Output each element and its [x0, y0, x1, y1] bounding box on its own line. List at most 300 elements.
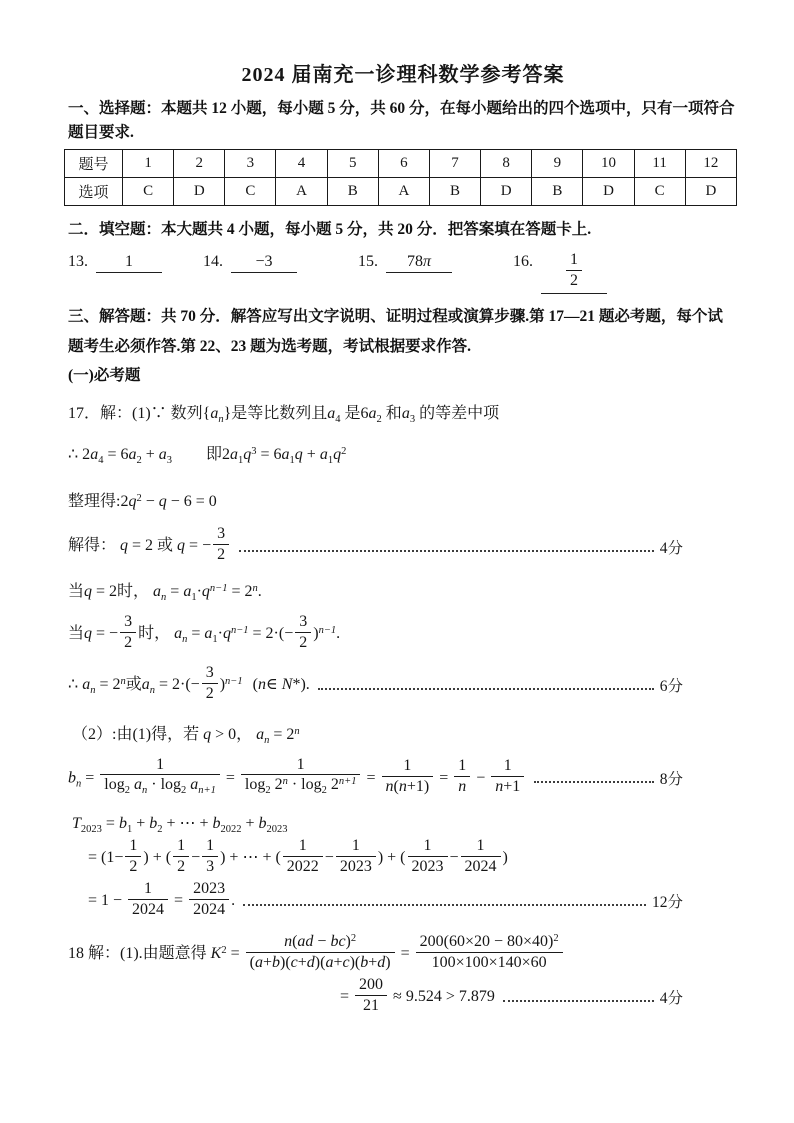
fill-blank-item [513, 250, 738, 294]
text-run: + [262, 953, 272, 971]
math-sub: 2 [265, 785, 271, 797]
text-run: ∴ [68, 675, 83, 693]
text-run: 1 [206, 837, 215, 855]
fraction-denominator [283, 857, 323, 876]
math-var: a [82, 675, 91, 693]
math-var: bc [330, 932, 346, 950]
text-run: + [333, 953, 343, 971]
text-run: > 0， [211, 725, 257, 743]
fraction-denominator [125, 857, 141, 876]
fraction-numerator [454, 757, 470, 777]
text-run: 2024 [464, 858, 497, 876]
fraction [202, 664, 218, 703]
answer-choice-cell: D [685, 178, 736, 206]
fraction-numerator [213, 525, 229, 545]
text-run: = [187, 624, 205, 642]
text-run: 1 [476, 837, 485, 855]
question-number-cell: 3 [225, 150, 276, 178]
math-var: a [204, 624, 213, 642]
text-run: = 2时， [92, 582, 154, 600]
text-run: . [231, 892, 236, 910]
math-var: N [281, 675, 293, 693]
text-run: +1) [406, 777, 430, 795]
text-run: 2 [124, 633, 133, 651]
text-run: 即2 [206, 446, 231, 464]
text-run: ∴ 2 [68, 446, 91, 464]
text-run: 2024 [193, 900, 226, 918]
math-sub: n [141, 785, 148, 797]
text-run: = 2 [227, 582, 253, 600]
math-var: c [342, 953, 350, 971]
math-sub: 1 [191, 591, 197, 603]
text-run: 3 [299, 612, 308, 630]
score-label: 6分 [659, 678, 683, 696]
math-var: a [210, 405, 219, 423]
text-run: · [196, 582, 202, 600]
fraction-numerator [408, 837, 448, 857]
text-run: 200 [359, 975, 384, 993]
text-run: = [166, 582, 184, 600]
formula [88, 839, 508, 878]
fraction [461, 837, 501, 876]
fraction-numerator [173, 837, 189, 857]
blank-value [96, 253, 162, 273]
math-var: q [222, 624, 231, 642]
math-var: a [90, 446, 99, 464]
text-run: 1 [129, 837, 138, 855]
math-var: d [306, 953, 315, 971]
dotted-leader [243, 904, 646, 906]
math-var: b [149, 815, 158, 833]
math-var: q [84, 582, 93, 600]
math-sub: 2 [136, 455, 142, 467]
text-run: − [324, 849, 334, 867]
text-run: − 6 = 0 [166, 493, 217, 511]
math-sub: 2 [124, 785, 130, 797]
answer-blank [231, 253, 297, 273]
blank-value [386, 253, 452, 273]
formula [68, 441, 346, 466]
text-run: = (1− [88, 849, 124, 867]
text-run: = [396, 944, 414, 962]
fraction-denominator [246, 953, 395, 972]
text-run: = 6 [103, 446, 129, 464]
math-var: a [190, 776, 199, 794]
text-run: 2 [326, 776, 339, 794]
math-var: d [377, 953, 386, 971]
text-run: 2 [270, 776, 283, 794]
math-var: n [385, 777, 394, 795]
answer-choice-cell: C [225, 178, 276, 206]
math-line-17-solve-q [68, 527, 683, 566]
text-run: + [302, 446, 320, 464]
answer-choice-cell: D [174, 178, 225, 206]
fraction-numerator [241, 756, 361, 776]
math-var: π [422, 252, 431, 270]
text-run: 1 [144, 880, 153, 897]
formula [68, 400, 499, 425]
fraction [295, 613, 311, 652]
fraction [491, 757, 524, 796]
fraction-denominator [173, 857, 189, 876]
fraction-numerator [125, 837, 141, 857]
math-var: b [212, 815, 221, 833]
blank-label: 16. [513, 252, 533, 270]
math-var: q [128, 493, 137, 511]
fraction-numerator [120, 613, 136, 633]
text-run: = − [185, 537, 212, 555]
fraction-numerator [202, 664, 218, 684]
math-line-17-general-term [68, 663, 683, 705]
question-number-cell: 1 [123, 150, 174, 178]
formula [68, 663, 310, 705]
math-sub: n [76, 778, 82, 790]
fraction [213, 525, 229, 564]
answer-choice-cell: D [481, 178, 532, 206]
math-var: a [174, 624, 183, 642]
text-run: 时， [138, 624, 175, 642]
fraction-denominator [355, 996, 387, 1015]
formula [68, 755, 526, 800]
math-var: T [72, 815, 81, 833]
text-run: − [472, 769, 490, 787]
math-var: a [319, 446, 328, 464]
answer-choice-cell: A [378, 178, 429, 206]
text-run: = [170, 892, 188, 910]
fraction [283, 837, 323, 876]
text-run: 的等差中项 [415, 405, 500, 423]
fraction [355, 976, 387, 1015]
text-run: +1 [503, 777, 521, 795]
text-run: 2 [217, 546, 226, 563]
text-run: − [141, 493, 159, 511]
text-run: ( [252, 675, 258, 693]
math-sup: 3 [251, 446, 257, 458]
math-var: a [158, 446, 167, 464]
math-sub: 1 [327, 455, 334, 467]
math-sup: n [252, 582, 258, 594]
math-sup: n [282, 776, 288, 788]
text-run: 17．解：(1)∵ 数列{ [68, 405, 211, 423]
text-run: 和 [381, 405, 402, 423]
math-var: a [325, 953, 334, 971]
fraction [336, 837, 376, 876]
fraction-denominator [202, 684, 218, 703]
math-line-17-bn [68, 755, 683, 800]
answer-blank [386, 253, 452, 273]
fraction-denominator [120, 633, 136, 652]
text-run: 1 [177, 837, 186, 855]
text-run: 3 [205, 663, 214, 681]
math-var: a [401, 405, 410, 423]
math-var: q [177, 537, 186, 555]
fill-section-heading: 二．填空题：本大题共 4 小题，每小题 5 分，共 20 分．把答案填在答题卡上. [68, 221, 592, 239]
text-run: 2023 [339, 858, 372, 876]
math-var: c [290, 953, 298, 971]
text-run: ) + ⋯ + ( [220, 849, 281, 867]
text-run: 2 [299, 633, 308, 651]
fraction-numerator [566, 251, 582, 271]
text-run: ( [249, 953, 255, 971]
text-run: ∈ [265, 675, 282, 693]
math-sub: 1 [212, 633, 218, 645]
text-run: ) [385, 953, 391, 971]
fraction-numerator [336, 837, 376, 857]
math-sub: 2 [157, 824, 163, 836]
fraction [189, 880, 229, 919]
text-run: = [221, 769, 239, 787]
fraction [120, 613, 136, 652]
math-line-17-part2-intro [72, 721, 683, 746]
fraction-numerator [283, 837, 323, 857]
text-run: 21 [363, 996, 380, 1014]
fraction-numerator [491, 757, 524, 777]
text-run: 2 [570, 271, 578, 289]
text-run: 2023 [193, 880, 226, 897]
text-run: 2 [205, 684, 214, 702]
math-var: a [141, 675, 150, 693]
formula [340, 975, 495, 1017]
math-sub: 1 [126, 824, 133, 836]
text-run: 2 [177, 858, 186, 876]
math-var: q [158, 493, 167, 511]
math-var: n [284, 932, 293, 950]
text-run: −3 [255, 252, 273, 270]
answer-choice-cell: C [123, 178, 174, 206]
math-sub: 1 [238, 455, 244, 467]
math-sup: n [294, 725, 300, 737]
text-run: = [101, 815, 119, 833]
formula [68, 612, 341, 654]
text-run: = [226, 944, 244, 962]
text-run: · log [287, 776, 322, 794]
fraction-numerator [202, 837, 218, 857]
score-label: 4分 [659, 539, 683, 557]
text-run: 1 [296, 755, 305, 773]
blank-label: 15. [358, 252, 378, 270]
math-sup: n [120, 675, 126, 687]
math-sub: 2023 [80, 824, 102, 836]
fraction [416, 933, 563, 972]
text-run: 3 [206, 858, 215, 876]
text-run: − [191, 849, 201, 867]
text-run: }是等比数列且 [223, 405, 328, 423]
fraction-denominator [382, 777, 434, 796]
math-var: n [495, 777, 504, 795]
text-run: 1 [503, 756, 512, 774]
fraction [454, 757, 470, 796]
fraction-denominator [454, 777, 470, 796]
fill-blank-item [68, 253, 203, 273]
fill-blank-item [358, 253, 513, 273]
math-sup: 2 [341, 446, 347, 458]
fraction-denominator [100, 775, 220, 797]
blank-value [231, 253, 297, 273]
math-sub: 4 [335, 414, 341, 426]
math-line-17-equation [68, 441, 683, 466]
score-label: 12分 [651, 894, 683, 912]
fraction-denominator [416, 953, 563, 972]
answer-choice-cell: B [532, 178, 583, 206]
text-run: = 2·(− [154, 675, 200, 693]
text-run: ≈ 9.524 > 7.879 [389, 987, 495, 1005]
text-run: · [217, 624, 223, 642]
text-run: + [141, 446, 159, 464]
text-run: · log [147, 776, 182, 794]
text-run: )( [279, 953, 291, 971]
fraction [241, 756, 361, 798]
text-run: = [81, 769, 99, 787]
math-var: a [153, 582, 162, 600]
math-sup: n+1 [338, 776, 357, 788]
math-sub: 3 [409, 414, 416, 426]
math-sub: 2 [321, 785, 327, 797]
math-var: b [360, 953, 369, 971]
fraction-denominator [128, 900, 168, 919]
answer-table [64, 149, 737, 206]
text-run: 1 [298, 837, 307, 855]
question-number-cell: 10 [583, 150, 634, 178]
answer-choice-cell: B [429, 178, 480, 206]
fraction-denominator [241, 775, 361, 797]
fraction-numerator [461, 837, 501, 857]
text-run: 是6 [340, 405, 369, 423]
text-run: 3 [217, 525, 226, 543]
math-sub: 2023 [266, 824, 288, 836]
fraction [202, 837, 218, 876]
math-var: a [183, 582, 192, 600]
fraction [128, 880, 168, 919]
text-run: ) [219, 675, 226, 693]
table-row-header: 题号 [65, 150, 123, 178]
fraction-denominator [461, 857, 501, 876]
text-run: ) + ( [143, 849, 172, 867]
text-run: = [362, 769, 380, 787]
answer-blank [541, 250, 607, 294]
text-run: 200(60×20 − 80×40) [419, 932, 554, 950]
text-run: ( [292, 932, 298, 950]
math-sub: 2 [181, 785, 187, 797]
fraction-denominator [408, 857, 448, 876]
text-run: 2024 [132, 900, 165, 918]
fraction-denominator [202, 857, 218, 876]
text-run: 1 [570, 250, 578, 268]
math-var: a [254, 953, 263, 971]
text-run: 2022 [286, 858, 319, 876]
math-sub: 2 [376, 414, 382, 426]
fraction-numerator [246, 933, 395, 953]
fraction-numerator [128, 880, 168, 900]
answer-choice-cell: A [276, 178, 327, 206]
question-number-cell: 2 [174, 150, 225, 178]
math-sub: n [90, 684, 96, 696]
text-run: + [368, 953, 378, 971]
text-run: . [257, 582, 262, 600]
math-sub: 4 [98, 455, 104, 467]
math-sup: 2 [136, 493, 142, 505]
answer-choice-cell: B [327, 178, 378, 206]
math-line-18-k2-value [340, 975, 683, 1017]
text-run: = − [92, 624, 119, 642]
text-run: 当 [68, 624, 85, 642]
fraction [100, 756, 220, 798]
math-var: a [368, 405, 377, 423]
math-var: b [258, 815, 267, 833]
text-run: = [435, 769, 453, 787]
math-var: q [294, 446, 303, 464]
fraction [125, 837, 141, 876]
blank-value [541, 250, 607, 294]
fraction [173, 837, 189, 876]
text-run: 或 [125, 675, 142, 693]
text-run: log [244, 776, 266, 794]
text-run: 当 [68, 582, 85, 600]
math-sub: n [149, 684, 155, 696]
text-run: 解得： [68, 537, 121, 555]
formula [68, 488, 217, 511]
fraction [246, 933, 395, 972]
score-label: 4分 [659, 990, 683, 1008]
text-run: = 6 [256, 446, 282, 464]
text-run: 1 [125, 252, 133, 270]
text-run: = 1 − [88, 892, 127, 910]
math-var: ad [297, 932, 314, 950]
dotted-leader [239, 550, 654, 552]
math-line-17-given [68, 400, 683, 425]
text-run: − [313, 932, 331, 950]
question-number-cell: 12 [685, 150, 736, 178]
fill-blanks-row [68, 250, 738, 294]
text-run: ( [393, 777, 399, 795]
text-run: )( [349, 953, 361, 971]
text-run: 1 [458, 756, 467, 774]
text-run: + [241, 815, 259, 833]
math-var: q [203, 725, 212, 743]
question-number-cell: 7 [429, 150, 480, 178]
formula [72, 813, 288, 835]
fraction-denominator [213, 545, 229, 564]
math-line-17-t2023-result [88, 882, 683, 921]
math-sub: n [264, 734, 270, 746]
formula [88, 882, 235, 921]
text-run: ) + ( [377, 849, 406, 867]
formula [68, 578, 262, 603]
text-run: = 2·(− [248, 624, 294, 642]
fraction-numerator [189, 880, 229, 900]
text-run: *). [292, 675, 310, 693]
text-run: ) [313, 624, 319, 642]
math-var: n [458, 777, 467, 795]
math-var: a [133, 776, 142, 794]
text-run: − [449, 849, 459, 867]
math-sup: n−1 [230, 624, 249, 636]
fraction-denominator [491, 777, 524, 796]
math-sup: n−1 [209, 582, 228, 594]
text-run: 整理得:2 [68, 493, 129, 511]
math-sup: 2 [553, 932, 559, 944]
text-run: + [132, 815, 150, 833]
math-var: b [68, 769, 76, 787]
math-var: a [128, 446, 137, 464]
fill-blank-item [203, 253, 358, 273]
text-run: 1 [351, 837, 360, 855]
question-number-cell: 9 [532, 150, 583, 178]
math-var: q [243, 446, 252, 464]
text-run: 78 [406, 252, 423, 270]
blank-label: 13. [68, 252, 88, 270]
math-var: n [257, 675, 266, 693]
math-sub: 2022 [220, 824, 242, 836]
